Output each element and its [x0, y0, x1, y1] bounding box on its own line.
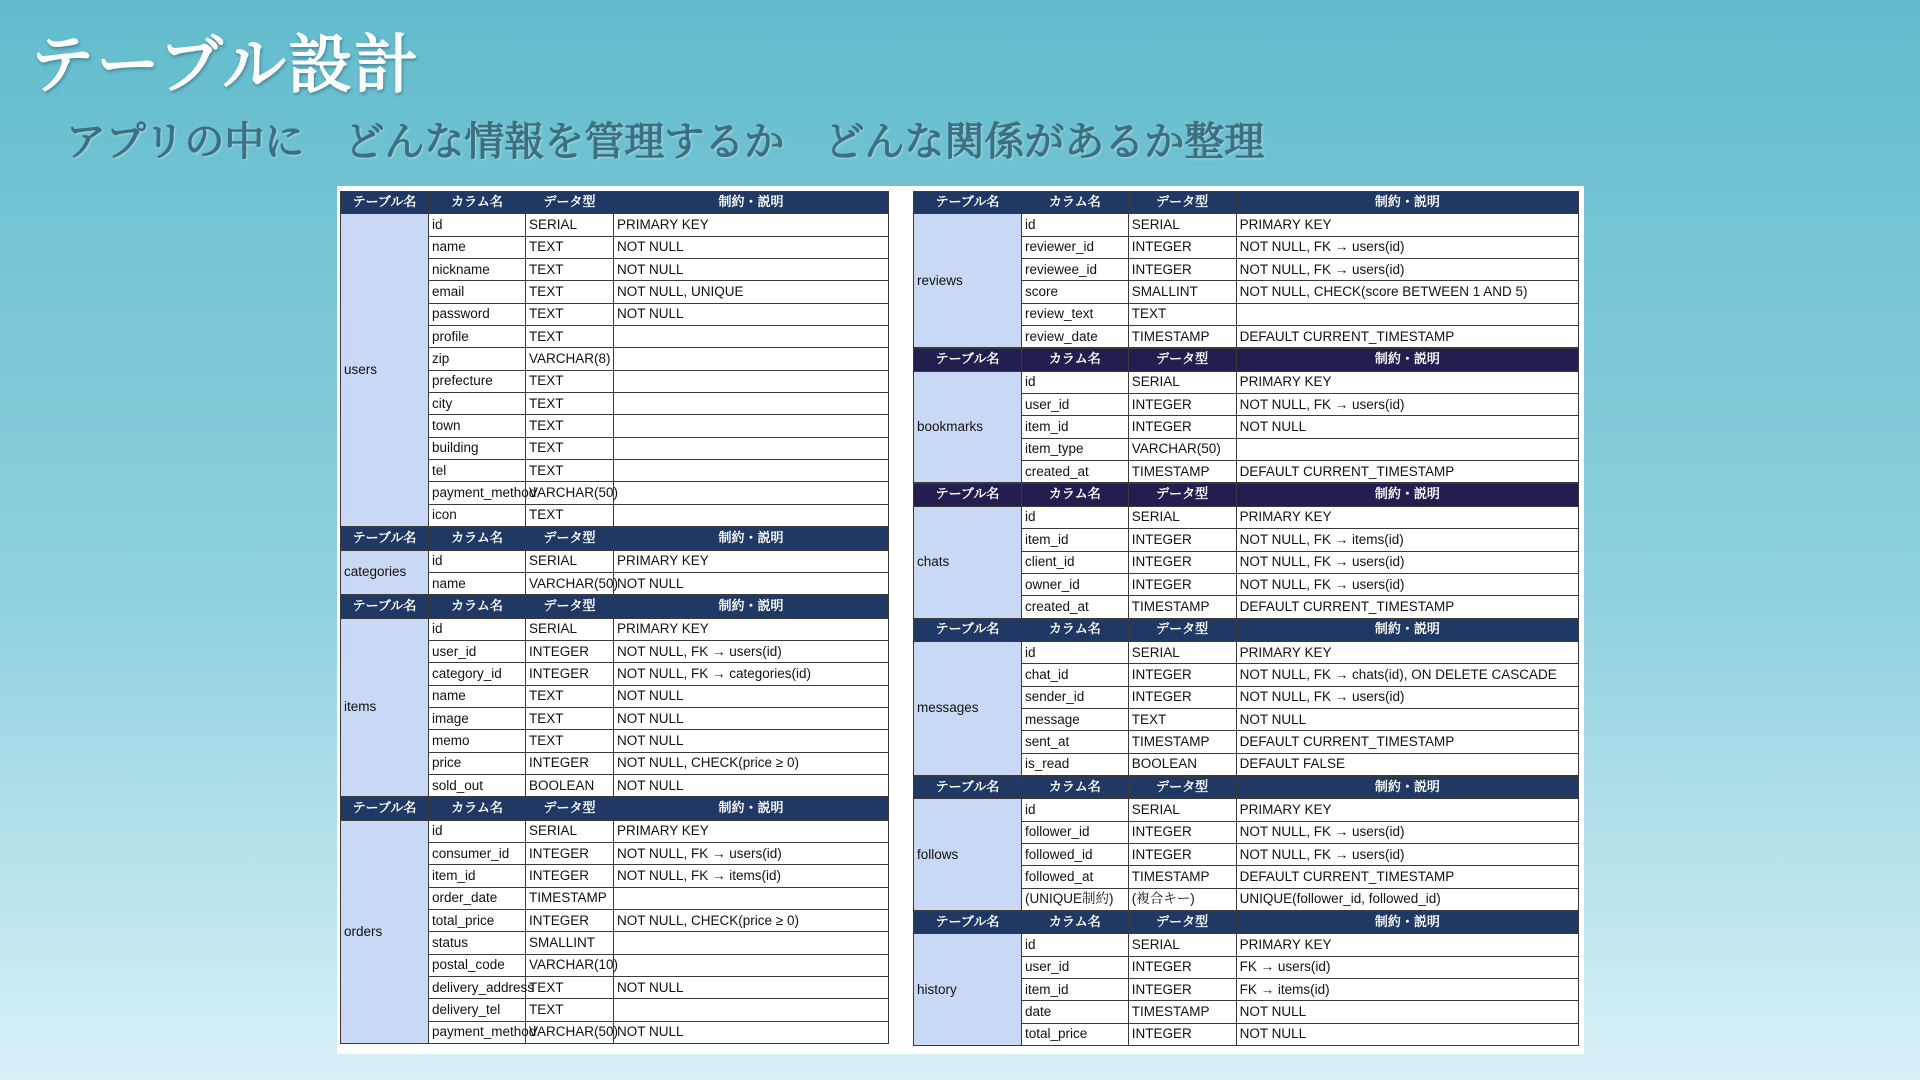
table-orders [340, 797, 889, 1044]
constraint-cell: NOT NULL, FK → users(id) [614, 640, 889, 662]
data-type-cell: TEXT [526, 977, 614, 999]
data-type-cell: INTEGER [1128, 843, 1236, 865]
column-name-cell: review_date [1021, 326, 1128, 348]
column-name-cell: followed_at [1021, 866, 1128, 888]
constraint-cell [1236, 303, 1578, 325]
constraint-cell [614, 504, 889, 526]
column-name-cell: name [429, 236, 526, 258]
column-name-cell: image [429, 707, 526, 729]
table-reviews [913, 191, 1579, 348]
constraint-cell: NOT NULL, FK → items(id) [614, 865, 889, 887]
data-type-cell: SERIAL [526, 618, 614, 640]
header-column-name: カラム名 [1021, 912, 1128, 934]
header-row [914, 484, 1579, 506]
constraint-cell: NOT NULL [1236, 416, 1578, 438]
table-name-cell: follows [914, 799, 1022, 911]
data-type-cell: VARCHAR(50) [526, 572, 614, 594]
constraint-cell: NOT NULL, FK → users(id) [1236, 394, 1578, 416]
column-name-cell: follower_id [1021, 821, 1128, 843]
column-name-cell: payment_method [429, 1021, 526, 1043]
column-name-cell: id [1021, 214, 1128, 236]
data-type-cell: SERIAL [1128, 934, 1236, 956]
data-type-cell: SERIAL [1128, 799, 1236, 821]
constraint-cell: FK → users(id) [1236, 956, 1578, 978]
table-name-cell: chats [914, 506, 1022, 618]
column-name-cell: item_type [1021, 438, 1128, 460]
header-data-type: データ型 [526, 192, 614, 214]
column-name-cell: prefecture [429, 370, 526, 392]
header-table-name: テーブル名 [914, 484, 1022, 506]
constraint-cell: NOT NULL, FK → users(id) [1236, 686, 1578, 708]
header-row [914, 776, 1579, 798]
constraint-cell [614, 999, 889, 1021]
header-column-name: カラム名 [1021, 349, 1128, 371]
column-name-cell: tel [429, 460, 526, 482]
header-data-type: データ型 [526, 528, 614, 550]
data-type-cell: INTEGER [1128, 551, 1236, 573]
header-column-name: カラム名 [429, 596, 526, 618]
data-type-cell: BOOLEAN [526, 774, 614, 796]
constraint-cell [614, 415, 889, 437]
data-type-cell: INTEGER [1128, 416, 1236, 438]
table-row [914, 214, 1579, 236]
data-type-cell: SERIAL [526, 550, 614, 572]
constraint-cell: DEFAULT CURRENT_TIMESTAMP [1236, 461, 1578, 483]
column-name-cell: zip [429, 348, 526, 370]
table-name-cell: bookmarks [914, 371, 1022, 483]
data-type-cell: SERIAL [1128, 214, 1236, 236]
data-type-cell: TEXT [526, 730, 614, 752]
column-name-cell: id [429, 550, 526, 572]
data-type-cell: TEXT [526, 370, 614, 392]
data-type-cell: TEXT [526, 707, 614, 729]
data-type-cell: SMALLINT [1128, 281, 1236, 303]
data-type-cell: VARCHAR(50) [526, 482, 614, 504]
column-name-cell: town [429, 415, 526, 437]
data-type-cell: TEXT [526, 999, 614, 1021]
right-table-column [913, 191, 1579, 1046]
constraint-cell: NOT NULL, FK → users(id) [1236, 259, 1578, 281]
column-name-cell: price [429, 752, 526, 774]
header-constraint: 制約・説明 [614, 798, 889, 820]
column-name-cell: owner_id [1021, 573, 1128, 595]
data-type-cell: INTEGER [1128, 956, 1236, 978]
table-name-cell: history [914, 934, 1022, 1046]
constraint-cell [1236, 438, 1578, 460]
table-row [341, 820, 889, 842]
data-type-cell: INTEGER [526, 663, 614, 685]
constraint-cell [614, 932, 889, 954]
column-name-cell: sender_id [1021, 686, 1128, 708]
constraint-cell: NOT NULL, CHECK(score BETWEEN 1 AND 5) [1236, 281, 1578, 303]
constraint-cell [614, 370, 889, 392]
column-name-cell: sold_out [429, 774, 526, 796]
data-type-cell: INTEGER [1128, 529, 1236, 551]
constraint-cell: NOT NULL [1236, 708, 1578, 730]
column-name-cell: name [429, 572, 526, 594]
data-type-cell: TIMESTAMP [1128, 731, 1236, 753]
data-type-cell: SERIAL [526, 214, 614, 236]
constraint-cell [614, 460, 889, 482]
table-name-cell: reviews [914, 214, 1022, 348]
data-type-cell: SERIAL [526, 820, 614, 842]
header-table-name: テーブル名 [341, 596, 429, 618]
constraint-cell: NOT NULL, FK → categories(id) [614, 663, 889, 685]
data-type-cell: VARCHAR(8) [526, 348, 614, 370]
column-name-cell: item_id [429, 865, 526, 887]
column-name-cell: reviewer_id [1021, 236, 1128, 258]
column-name-cell: password [429, 303, 526, 325]
data-type-cell: TEXT [526, 685, 614, 707]
header-data-type: データ型 [526, 798, 614, 820]
header-data-type: データ型 [1128, 192, 1236, 214]
constraint-cell: DEFAULT FALSE [1236, 753, 1578, 775]
header-constraint: 制約・説明 [614, 528, 889, 550]
constraint-cell [614, 954, 889, 976]
data-type-cell: INTEGER [526, 910, 614, 932]
table-row [341, 214, 889, 236]
constraint-cell: NOT NULL [614, 303, 889, 325]
constraint-cell: NOT NULL [614, 707, 889, 729]
table-categories [340, 527, 889, 595]
constraint-cell: NOT NULL [614, 236, 889, 258]
column-name-cell: created_at [1021, 461, 1128, 483]
table-chats [913, 483, 1579, 618]
column-name-cell: city [429, 393, 526, 415]
constraint-cell: NOT NULL [614, 1021, 889, 1043]
constraint-cell: NOT NULL, FK → chats(id), ON DELETE CASCADE [1236, 664, 1578, 686]
column-name-cell: id [429, 820, 526, 842]
column-name-cell: status [429, 932, 526, 954]
data-type-cell: INTEGER [1128, 979, 1236, 1001]
column-name-cell: order_date [429, 887, 526, 909]
data-type-cell: TEXT [526, 303, 614, 325]
data-type-cell: INTEGER [1128, 259, 1236, 281]
header-column-name: カラム名 [429, 528, 526, 550]
constraint-cell: PRIMARY KEY [614, 214, 889, 236]
data-type-cell: TEXT [526, 504, 614, 526]
column-name-cell: user_id [1021, 394, 1128, 416]
column-name-cell: item_id [1021, 979, 1128, 1001]
table-row [914, 506, 1579, 528]
constraint-cell: PRIMARY KEY [1236, 506, 1578, 528]
header-row [341, 192, 889, 214]
header-data-type: データ型 [1128, 619, 1236, 641]
data-type-cell: TEXT [526, 326, 614, 348]
header-row [341, 596, 889, 618]
header-constraint: 制約・説明 [1236, 484, 1578, 506]
constraint-cell: NOT NULL, FK → items(id) [1236, 529, 1578, 551]
data-type-cell: INTEGER [1128, 686, 1236, 708]
column-name-cell: id [1021, 934, 1128, 956]
constraint-cell [614, 326, 889, 348]
constraint-cell: PRIMARY KEY [1236, 214, 1578, 236]
header-table-name: テーブル名 [914, 619, 1022, 641]
column-name-cell: followed_id [1021, 843, 1128, 865]
header-table-name: テーブル名 [914, 776, 1022, 798]
header-constraint: 制約・説明 [1236, 776, 1578, 798]
header-data-type: データ型 [1128, 776, 1236, 798]
header-constraint: 制約・説明 [614, 192, 889, 214]
column-name-cell: date [1021, 1001, 1128, 1023]
data-type-cell: TEXT [526, 460, 614, 482]
header-row [914, 192, 1579, 214]
data-type-cell: TEXT [1128, 303, 1236, 325]
column-name-cell: building [429, 437, 526, 459]
column-name-cell: chat_id [1021, 664, 1128, 686]
data-type-cell: (複合キー) [1128, 888, 1236, 910]
column-name-cell: email [429, 281, 526, 303]
column-name-cell: user_id [1021, 956, 1128, 978]
schema-sheet [337, 186, 1584, 1054]
constraint-cell: DEFAULT CURRENT_TIMESTAMP [1236, 596, 1578, 618]
header-column-name: カラム名 [429, 798, 526, 820]
column-name-cell: score [1021, 281, 1128, 303]
header-table-name: テーブル名 [341, 798, 429, 820]
constraint-cell: PRIMARY KEY [1236, 641, 1578, 663]
data-type-cell: SMALLINT [526, 932, 614, 954]
column-name-cell: user_id [429, 640, 526, 662]
table-row [914, 641, 1579, 663]
table-history [913, 911, 1579, 1046]
table-items [340, 595, 889, 797]
column-name-cell: is_read [1021, 753, 1128, 775]
data-type-cell: INTEGER [526, 640, 614, 662]
column-name-cell: created_at [1021, 596, 1128, 618]
table-follows [913, 776, 1579, 911]
header-column-name: カラム名 [1021, 776, 1128, 798]
constraint-cell: NOT NULL [614, 259, 889, 281]
constraint-cell [614, 482, 889, 504]
constraint-cell [614, 348, 889, 370]
column-name-cell: total_price [1021, 1023, 1128, 1045]
constraint-cell: NOT NULL, CHECK(price ≥ 0) [614, 752, 889, 774]
data-type-cell: BOOLEAN [1128, 753, 1236, 775]
constraint-cell: PRIMARY KEY [1236, 934, 1578, 956]
constraint-cell: NOT NULL [614, 977, 889, 999]
header-data-type: データ型 [526, 596, 614, 618]
column-name-cell: client_id [1021, 551, 1128, 573]
data-type-cell: TIMESTAMP [1128, 596, 1236, 618]
column-name-cell: item_id [1021, 416, 1128, 438]
column-name-cell: id [1021, 371, 1128, 393]
data-type-cell: INTEGER [526, 752, 614, 774]
data-type-cell: INTEGER [526, 842, 614, 864]
header-row [914, 619, 1579, 641]
header-row [914, 912, 1579, 934]
column-name-cell: memo [429, 730, 526, 752]
header-data-type: データ型 [1128, 484, 1236, 506]
constraint-cell [614, 393, 889, 415]
constraint-cell: DEFAULT CURRENT_TIMESTAMP [1236, 326, 1578, 348]
header-column-name: カラム名 [1021, 619, 1128, 641]
table-row [341, 550, 889, 572]
header-table-name: テーブル名 [914, 912, 1022, 934]
constraint-cell: NOT NULL, FK → users(id) [1236, 236, 1578, 258]
column-name-cell: review_text [1021, 303, 1128, 325]
header-constraint: 制約・説明 [1236, 619, 1578, 641]
page-title: テーブル設計 [30, 29, 421, 103]
header-column-name: カラム名 [1021, 192, 1128, 214]
table-name-cell: orders [341, 820, 429, 1043]
data-type-cell: TIMESTAMP [1128, 866, 1236, 888]
constraint-cell: NOT NULL [614, 685, 889, 707]
header-column-name: カラム名 [429, 192, 526, 214]
constraint-cell: NOT NULL, FK → users(id) [1236, 573, 1578, 595]
constraint-cell: NOT NULL, CHECK(price ≥ 0) [614, 910, 889, 932]
column-name-cell: id [429, 214, 526, 236]
column-name-cell: item_id [1021, 529, 1128, 551]
data-type-cell: SERIAL [1128, 641, 1236, 663]
column-name-cell: message [1021, 708, 1128, 730]
table-users [340, 191, 889, 527]
constraint-cell: NOT NULL, FK → users(id) [1236, 843, 1578, 865]
column-name-cell: id [429, 618, 526, 640]
table-name-cell: users [341, 214, 429, 527]
table-bookmarks [913, 348, 1579, 483]
data-type-cell: SERIAL [1128, 506, 1236, 528]
constraint-cell: NOT NULL, FK → users(id) [1236, 551, 1578, 573]
data-type-cell: INTEGER [1128, 236, 1236, 258]
data-type-cell: TEXT [1128, 708, 1236, 730]
constraint-cell: UNIQUE(follower_id, followed_id) [1236, 888, 1578, 910]
constraint-cell: PRIMARY KEY [614, 618, 889, 640]
column-name-cell: category_id [429, 663, 526, 685]
data-type-cell: INTEGER [1128, 664, 1236, 686]
data-type-cell: TIMESTAMP [526, 887, 614, 909]
data-type-cell: INTEGER [526, 865, 614, 887]
header-row [341, 528, 889, 550]
header-constraint: 制約・説明 [1236, 912, 1578, 934]
column-name-cell: (UNIQUE制約) [1021, 888, 1128, 910]
table-messages [913, 619, 1579, 776]
column-name-cell: sent_at [1021, 731, 1128, 753]
constraint-cell: NOT NULL [614, 774, 889, 796]
data-type-cell: SERIAL [1128, 371, 1236, 393]
constraint-cell: PRIMARY KEY [1236, 371, 1578, 393]
data-type-cell: TEXT [526, 393, 614, 415]
constraint-cell: NOT NULL, FK → users(id) [614, 842, 889, 864]
constraint-cell: FK → items(id) [1236, 979, 1578, 1001]
header-constraint: 制約・説明 [1236, 192, 1578, 214]
table-name-cell: categories [341, 550, 429, 595]
data-type-cell: VARCHAR(50) [1128, 438, 1236, 460]
constraint-cell [614, 437, 889, 459]
data-type-cell: VARCHAR(10) [526, 954, 614, 976]
table-row [341, 618, 889, 640]
constraint-cell: NOT NULL [614, 572, 889, 594]
constraint-cell: PRIMARY KEY [614, 820, 889, 842]
constraint-cell: NOT NULL [614, 730, 889, 752]
constraint-cell: NOT NULL [1236, 1001, 1578, 1023]
header-table-name: テーブル名 [914, 349, 1022, 371]
header-constraint: 制約・説明 [614, 596, 889, 618]
header-row [914, 349, 1579, 371]
header-row [341, 798, 889, 820]
table-row [914, 371, 1579, 393]
column-name-cell: payment_method [429, 482, 526, 504]
data-type-cell: INTEGER [1128, 1023, 1236, 1045]
column-name-cell: id [1021, 506, 1128, 528]
data-type-cell: TIMESTAMP [1128, 1001, 1236, 1023]
constraint-cell: NOT NULL, UNIQUE [614, 281, 889, 303]
table-row [914, 934, 1579, 956]
table-name-cell: items [341, 618, 429, 797]
column-name-cell: id [1021, 641, 1128, 663]
header-table-name: テーブル名 [914, 192, 1022, 214]
column-name-cell: name [429, 685, 526, 707]
page-subtitle: アプリの中に どんな情報を管理するか どんな関係があるか整理 [66, 119, 1265, 165]
column-name-cell: id [1021, 799, 1128, 821]
constraint-cell: PRIMARY KEY [614, 550, 889, 572]
constraint-cell: PRIMARY KEY [1236, 799, 1578, 821]
left-table-column [340, 191, 888, 1044]
column-name-cell: profile [429, 326, 526, 348]
data-type-cell: TEXT [526, 415, 614, 437]
column-name-cell: delivery_address [429, 977, 526, 999]
data-type-cell: TIMESTAMP [1128, 461, 1236, 483]
data-type-cell: TEXT [526, 236, 614, 258]
data-type-cell: TIMESTAMP [1128, 326, 1236, 348]
data-type-cell: INTEGER [1128, 573, 1236, 595]
constraint-cell: NOT NULL, FK → users(id) [1236, 821, 1578, 843]
column-name-cell: consumer_id [429, 842, 526, 864]
header-data-type: データ型 [1128, 349, 1236, 371]
table-row [914, 799, 1579, 821]
header-data-type: データ型 [1128, 912, 1236, 934]
table-name-cell: messages [914, 641, 1022, 775]
column-name-cell: nickname [429, 259, 526, 281]
header-constraint: 制約・説明 [1236, 349, 1578, 371]
constraint-cell [614, 887, 889, 909]
column-name-cell: total_price [429, 910, 526, 932]
constraint-cell: DEFAULT CURRENT_TIMESTAMP [1236, 866, 1578, 888]
data-type-cell: VARCHAR(50) [526, 1021, 614, 1043]
constraint-cell: NOT NULL [1236, 1023, 1578, 1045]
header-table-name: テーブル名 [341, 528, 429, 550]
header-column-name: カラム名 [1021, 484, 1128, 506]
data-type-cell: TEXT [526, 281, 614, 303]
data-type-cell: INTEGER [1128, 394, 1236, 416]
column-name-cell: icon [429, 504, 526, 526]
column-name-cell: reviewee_id [1021, 259, 1128, 281]
header-table-name: テーブル名 [341, 192, 429, 214]
constraint-cell: DEFAULT CURRENT_TIMESTAMP [1236, 731, 1578, 753]
data-type-cell: TEXT [526, 437, 614, 459]
column-name-cell: postal_code [429, 954, 526, 976]
data-type-cell: TEXT [526, 259, 614, 281]
data-type-cell: INTEGER [1128, 821, 1236, 843]
column-name-cell: delivery_tel [429, 999, 526, 1021]
